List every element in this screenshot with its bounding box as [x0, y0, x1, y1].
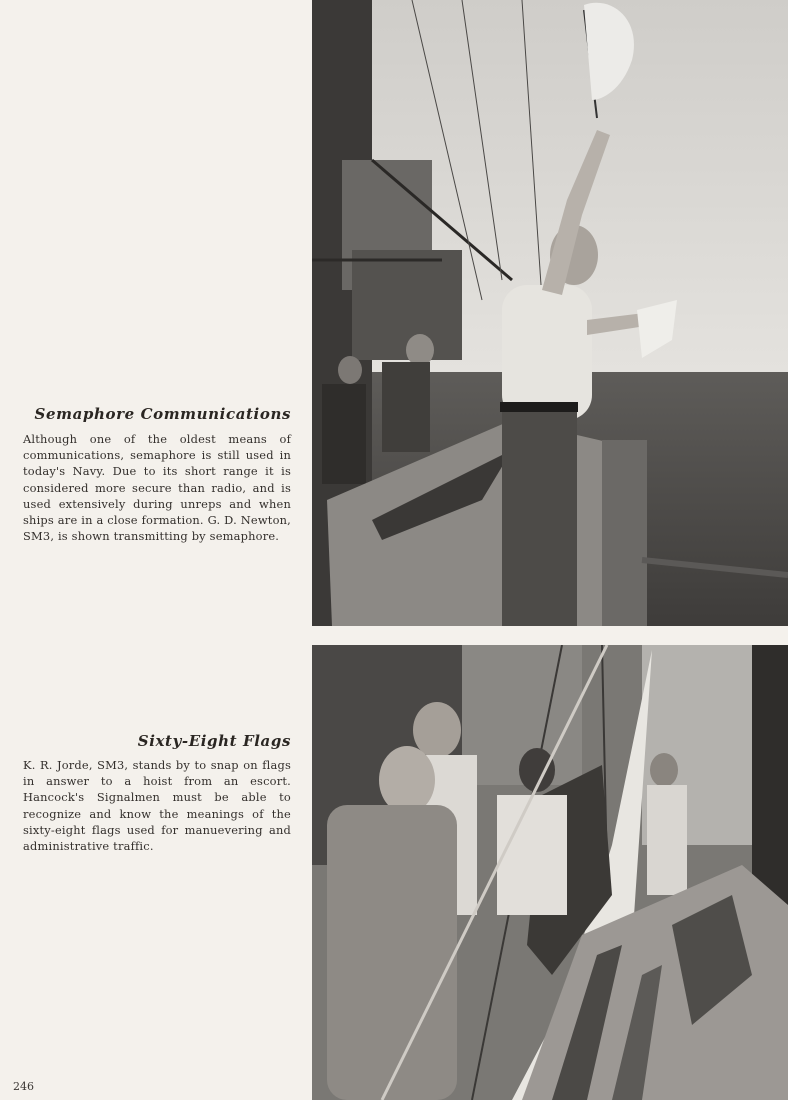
page-number: 246 — [13, 1080, 34, 1093]
semaphore-caption: Although one of the oldest means of communications, semaphore is still used in today's Navy. Due to its short range it is considered more secure than radio, and is used extensively during unreps and when ships are in a close formation. G. D. Newton, SM3, is shown transmitting by semaphore. — [23, 432, 291, 544]
semaphore-photo — [312, 0, 788, 626]
flags-heading: Sixty-Eight Flags — [137, 732, 291, 750]
flags-photo — [312, 645, 788, 1100]
semaphore-heading: Semaphore Communications — [34, 405, 291, 423]
flags-caption: K. R. Jorde, SM3, stands by to snap on flags in answer to a hoist from an escort. Hancock's Signalmen must be able to recognize and know the meanings of the sixty-eight flags used for manuevering and administrative traffic. — [23, 758, 291, 854]
